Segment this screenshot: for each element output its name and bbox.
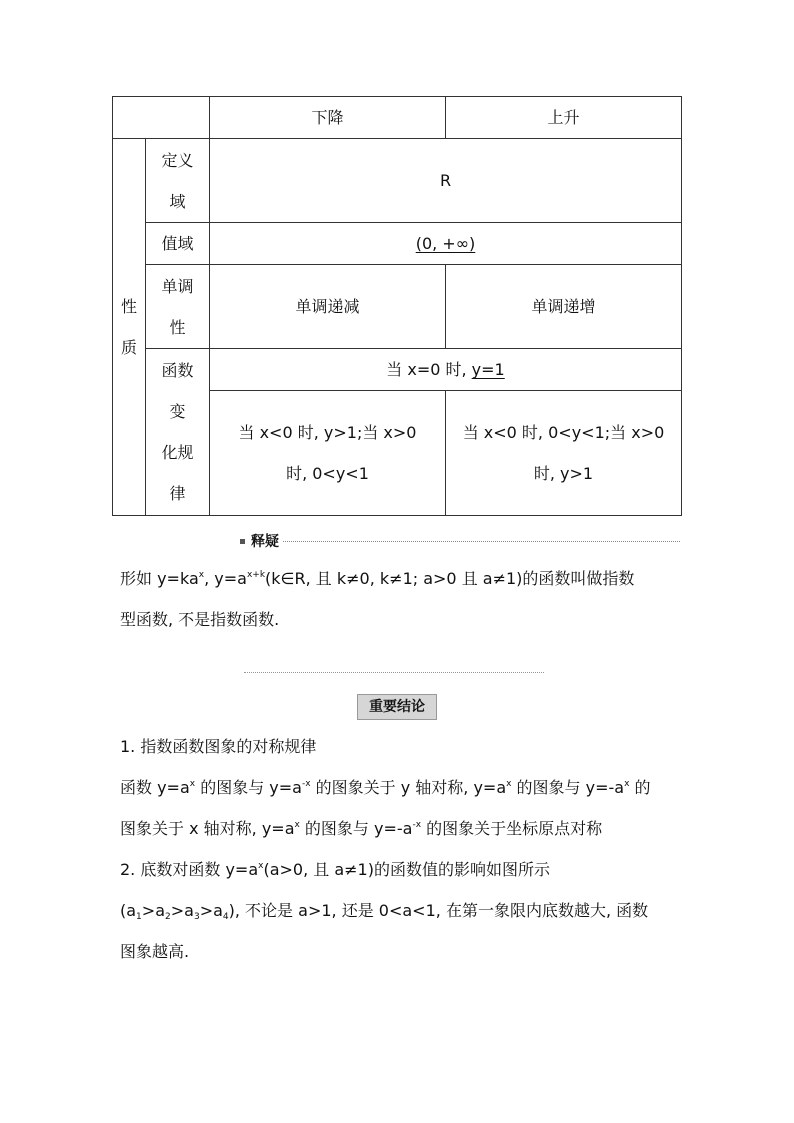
change-rule-increasing: 当 x<0 时, 0<y<1;当 x>0 时, y>1 bbox=[446, 391, 682, 516]
key-item1-title: 1. 指数函数图象的对称规律 bbox=[120, 737, 317, 756]
shiyi-title: 释疑 bbox=[251, 534, 279, 550]
range-value: (0, +∞) bbox=[210, 223, 682, 265]
change-rule-label: 函数 变 化规 律 bbox=[146, 349, 210, 516]
header-empty-cell bbox=[113, 97, 210, 139]
key-item1-line2: 图象关于 x 轴对称, $y=a^x$ 的图象与 $y=-a^{-x}$ 的图象关于坐标原点对称 bbox=[120, 819, 603, 838]
shiyi-section-header bbox=[240, 530, 680, 552]
key-conclusions-title: 重要结论 bbox=[357, 694, 437, 720]
monotonicity-decreasing: 单调递减 bbox=[210, 265, 446, 349]
square-bullet-icon bbox=[240, 539, 245, 544]
table-row-change-common bbox=[113, 349, 682, 391]
key-item2-line1: 2. 底数对函数 $y=a^x(a>0$, 且 a≠1)的函数值的影响如图所示 bbox=[120, 860, 550, 879]
table-row-monotonicity bbox=[113, 265, 682, 349]
monotonicity-increasing: 单调递增 bbox=[446, 265, 682, 349]
section-divider bbox=[244, 672, 544, 673]
key-item2-line3: 图象越高. bbox=[120, 942, 190, 961]
table-header-row bbox=[113, 97, 682, 139]
change-rule-decreasing: 当 x<0 时, y>1;当 x>0 时, 0<y<1 bbox=[210, 391, 446, 516]
shiyi-paragraph-line2: 型函数, 不是指数函数. bbox=[120, 610, 280, 629]
dotted-rule bbox=[283, 541, 680, 542]
table-row-domain bbox=[113, 139, 682, 223]
domain-label: 定义 域 bbox=[146, 139, 210, 223]
properties-group-label: 性 质 bbox=[113, 139, 146, 516]
change-common-value: 当 x=0 时, y=1 bbox=[210, 349, 682, 391]
shiyi-paragraph-line1: 形如 $y=ka^x$, $y=a^{x+k}(k\in R$, 且 k≠0, k≠1; a>0 且 a≠1)的函数叫做指数 bbox=[120, 569, 635, 588]
header-increasing: 上升 bbox=[446, 97, 682, 139]
table-row-range bbox=[113, 223, 682, 265]
key-item2-line2: $(a_1>a_2>a_3>a_4)$, 不论是 a>1, 还是 0<a<1, 在第一象限内底数越大, 函数 bbox=[120, 901, 649, 922]
domain-value: R bbox=[210, 139, 682, 223]
range-label: 值域 bbox=[146, 223, 210, 265]
key-item1-line1: 函数 $y=a^x$ 的图象与 $y=a^{-x}$ 的图象关于 y 轴对称, $y=a^x$ 的图象与 $y=-a^x$ 的 bbox=[120, 778, 651, 797]
exponential-properties-table bbox=[112, 96, 682, 516]
monotonicity-label: 单调 性 bbox=[146, 265, 210, 349]
header-decreasing: 下降 bbox=[210, 97, 446, 139]
